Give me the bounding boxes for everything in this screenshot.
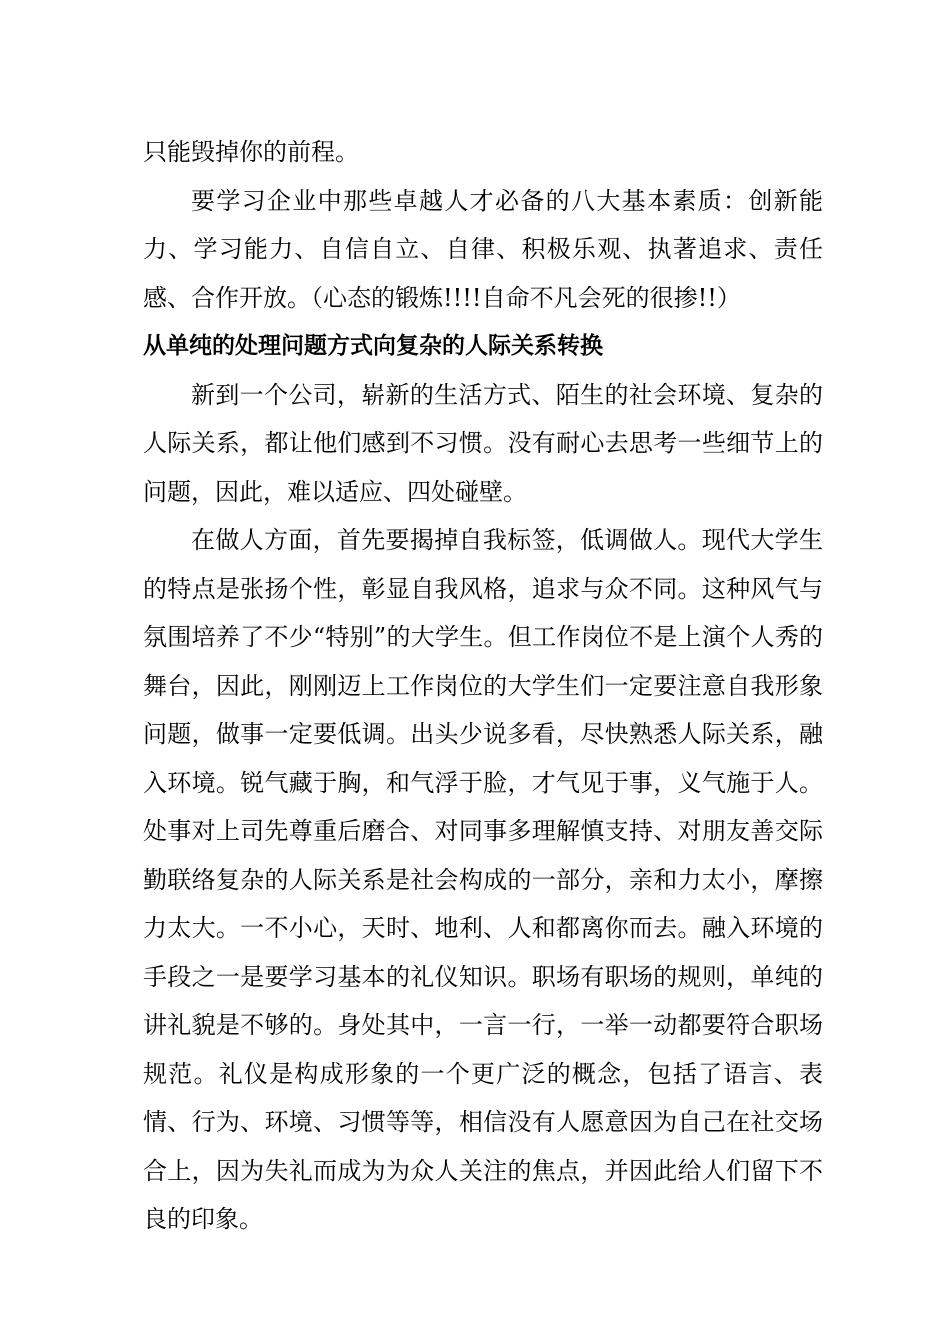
section-heading: 从单纯的处理问题方式向复杂的人际关系转换 <box>143 333 603 359</box>
document-body <box>143 128 823 1244</box>
paragraph-eight-qualities: 要学习企业中那些卓越人才必备的八大基本素质：创新能力、学习能力、自信自立、自律、积极乐观、执著追求、责任感、合作开放。（心态的锻炼!!!!自命不凡会死的很掺!!） <box>143 186 823 312</box>
paragraph-continuation: 只能毁掉你的前程。 <box>143 138 359 166</box>
paragraph-new-company: 新到一个公司，崭新的生活方式、陌生的社会环境、复杂的人际关系，都让他们感到不习惯。没有耐心去思考一些细节上的问题，因此，难以适应、四处碰壁。 <box>143 380 823 506</box>
paragraph-low-profile: 在做人方面，首先要揭掉自我标签，低调做人。现代大学生的特点是张扬个性，彰显自我风格，追求与众不同。这种风气与氛围培养了不少“特别”的大学生。但工作岗位不是上演个人秀的舞台，因此，刚刚迈上工作岗位的大学生们一定要注意自我形象问题，做事一定要低调。出头少说多看，尽快熟悉人际关系，融入环境。锐气藏于胸，和气浮于脸，才气见于事，义气施于人。处事对上司先尊重后磨合、对同事多理解慎支持、对朋友善交际勤联络复杂的人际关系是社会构成的一部分，亲和力太小，摩擦力太大。一不小心，天时、地利、人和都离你而去。融入环境的手段之一是要学习基本的礼仪知识。职场有职场的规则，单纯的讲礼貌是不够的。身处其中，一言一行，一举一动都要符合职场规范。礼仪是构成形象的一个更广泛的概念，包括了语言、表情、行为、环境、习惯等等，相信没有人愿意因为自己在社交场合上，因为失礼而成为为众人关注的焦点，并因此给人们留下不良的印象。 <box>143 526 823 1233</box>
